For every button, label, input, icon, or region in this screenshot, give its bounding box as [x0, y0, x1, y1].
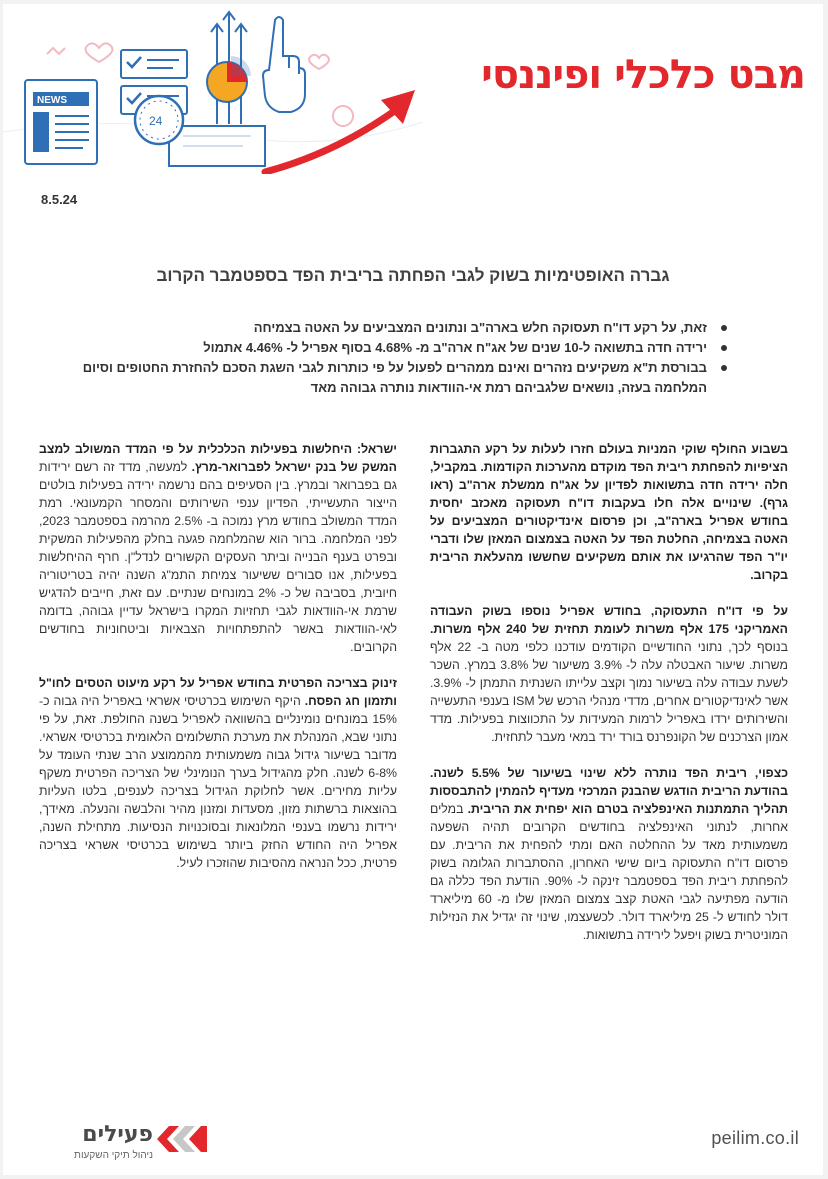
- magnifier-icon: [333, 106, 353, 126]
- bullet-text: זאת, על רקע דו"ח תעסוקה חלש בארה"ב ונתונים המצביעים על האטה בצמיחה: [253, 320, 707, 335]
- bullet-dot-icon: [721, 365, 727, 371]
- paragraph-lead: בשבוע החולף שוקי המניות בעולם חזרו לעלות על רקע התגברות הציפיות להפחתת ריבית הפד מוקדם מהערכות הקודמות. במקביל, חלה ירידה חדה בתשואות לפדיון על אג"ח ממשלת ארה"ב (ראו גרף). שינויים אלה חלו בעקבות דו"ח תעסוקה מאכזב יחסית בחודש אפריל בארה"ב, וכן פרסום אינדיקטורים המצביעים על האטה בצמיחה, החלטת הפד על האטה בצמצום המאזן שלו ודברי יו"ר הפד שהרגיעו את אותם משקיעים שחששו מהעלאת הריבית בקרוב.: [430, 442, 788, 582]
- summary-bullets: [33, 318, 727, 398]
- clock-label: 24: [149, 114, 163, 128]
- website-link[interactable]: peilim.co.il: [711, 1128, 799, 1148]
- paragraph-body: היקף השימוש בכרטיסי אשראי באפריל היה גבוה כ- 15% במונחים נומינליים בהשוואה לאפריל בשנה החולפת. זאת, על פי נתוני שבא, המנהלת את מערכת התשלומים הלאומית בכרטיסי אשראי. מדובר בשיעור גידול גבוה משמעותית מהממוצע הרב שנתי העומד על 6-8% לשנה. חלק מהגידול בערך הנומינלי של הצריכה הפרטית משקף עליות מחירים. אשר לחלוקת הגידול בצריכה לענפים, בלטו העליות בהוצאות ברשתות מזון, מסעדות ומזנון מהיר והלבשה והנעלה. מאידך, ירידות נרשמו בענפי המלונאות ובסוכנויות הנסיעות. מתחילת השנה, אפריל היה החודש החזק ביותר בשימוש בכרטיסי אשראי בצריכה פרטית, ככל הנראה מהסיבות שהוזכרו לעיל.: [39, 694, 397, 870]
- bullet-text: בבורסת ת"א משקיעים נזהרים ואינם ממהרים לפעול על פי כותרות לגבי השגת הסכם להחזרת החטופים וסיום המלחמה בעזה, נושאים שלגביהם רמת אי-הוודאות נותרה גבוהה מאד: [82, 360, 707, 395]
- laptop-icon: [169, 126, 265, 166]
- heart-icon: [309, 55, 329, 69]
- headline: גברה האופטימיות בשוק לגבי הפחתה בריבית הפד בספטמבר הקרוב: [156, 266, 670, 285]
- header-banner: [3, 4, 823, 174]
- news-label: NEWS: [37, 95, 67, 106]
- paragraph-body: למעשה, מדד זה רשם ירידות גם בפברואר ובמרץ. בין הסעיפים בהם נרשמה ירידה בפעילות בולטים הייצור התעשייתי, הפדיון ענפי השירותים והמסחר הקמעונאי. רמת המדד המשולב בחודש מרץ נמוכה ב- 2.5% מהרמה בספטמבר 2023, לפני המלחמה. ברור הוא שהמלחמה פגעה בחלק מהפעילות המשקית ובפרט בענף הבנייה וביתר העסקים הקשורים לנדל"ן. חרף ההיחלשות בפעילות, אנו סבורים ששיעור צמיחת התמ"ג השנה יהיה בטריטוריה חיובית, בסביבה של כ- 2% במונחים שנתיים. עם זאת, חייבים להדגיש שרמת אי-הוודאות לגבי תחזיות המקרו בישראל עדיין גבוהה, בדומה לאי-הוודאות באשר להתפתחויות הצבאיות וביטחוניות בחודשים הקרובים.: [39, 460, 397, 654]
- paragraph-lead: ישראל: היחלשות בפעילות הכלכלית על פי המדד המשולב למצב המשק של בנק ישראל לפברואר-מרץ.: [39, 442, 397, 474]
- newspaper-icon: [25, 80, 97, 164]
- logo-name: פעילים: [82, 1122, 153, 1147]
- paragraph-body: בנוסף לכך, נתוני החודשיים הקודמים עודכנו כלפי מטה ב- 22 אלף משרות. שיעור האבטלה עלה ל- 3.9% משיעור של 3.8% במרץ. השכר לשעת עבודה עלה בשיעור נמוך וקצב עלייתו השנתית התמתן ל- 3.9%. אשר לאינדיקטורים אחרים, מדדי מנהלי הרכש של ISM בענפי התעשייה והשירותים ירדו באפריל לרמות המעידות על התכווצות בפעילות. מדד אמון הצרכנים של הקונפרנס בורד ירד במאי מעבר לתחזית.: [430, 640, 788, 744]
- bullet-dot-icon: [721, 325, 727, 331]
- pie-chart-icon: [207, 56, 251, 102]
- left-column: [39, 440, 397, 890]
- paragraph: [39, 440, 397, 656]
- paragraph-lead: כצפוי, ריבית הפד נותרה ללא שינוי בשיעור של 5.5% לשנה. בהודעת הריבית הודגש שהבנק המרכזי מעדיף להמתין להתבססות תהליך התמתנות האינפלציה בטרם הוא יפחית את הריבית.: [430, 766, 788, 816]
- brand-title: מבט כלכלי ופיננסי: [481, 52, 805, 98]
- paragraph-lead: זינוק בצריכה הפרטית בחודש אפריל על רקע מיעוט הטסים לחו"ל ותזמון חג הפסח.: [39, 676, 397, 708]
- summary-bullet: [33, 318, 727, 338]
- logo-tagline: ניהול תיקי השקעות: [74, 1150, 153, 1161]
- paragraph-lead: על פי דו"ח התעסוקה, בחודש אפריל נוספו בשוק העבודה האמריקני 175 אלף משרות לעומת תחזית של 240 אלף משרות.: [430, 604, 788, 636]
- paragraph-body: במלים אחרות, לנתוני האינפלציה בחודשים הקרובים תהיה השפעה משמעותית מאד על ההחלטה האם ומתי להפחית את הריבית. עם פרסום דו"ח התעסוקה ביום שישי האחרון, ההסתברות הגלומה בשוק להפחתת ריבית הפד בספטמבר זינקה ל- 90%. הודעת הפד כללה גם הודעה מפתיעה לגבי האטת קצב צמצום המאזן שלו מ- 60 מיליארד דולר לחודש ל- 25 מיליארד דולר. לכשעצמו, שינוי זה יגדיל את הנזילות המוניטרית בשוק ויפעל לירידה בתשואות.: [430, 802, 789, 942]
- document-page: [3, 4, 823, 1175]
- paragraph: [430, 440, 788, 584]
- paragraph: [430, 764, 788, 944]
- report-date: 8.5.24: [41, 192, 78, 207]
- clock-icon: [135, 96, 183, 144]
- paragraph: [430, 602, 788, 746]
- summary-bullet: [33, 358, 727, 398]
- bullet-dot-icon: [721, 345, 727, 351]
- peilim-logo: [43, 1122, 213, 1166]
- heart-icon: [86, 43, 113, 62]
- hand-pointing-icon: [263, 17, 305, 112]
- paragraph: [39, 674, 397, 872]
- logo-chevrons-icon: [155, 1124, 207, 1154]
- summary-bullet: [33, 338, 727, 358]
- bullet-text: ירידה חדה בתשואה ל-10 שנים של אג"ח ארה"ב מ- 4.68% בסוף אפריל ל- 4.46% אתמול: [203, 340, 707, 355]
- right-column: [430, 440, 788, 962]
